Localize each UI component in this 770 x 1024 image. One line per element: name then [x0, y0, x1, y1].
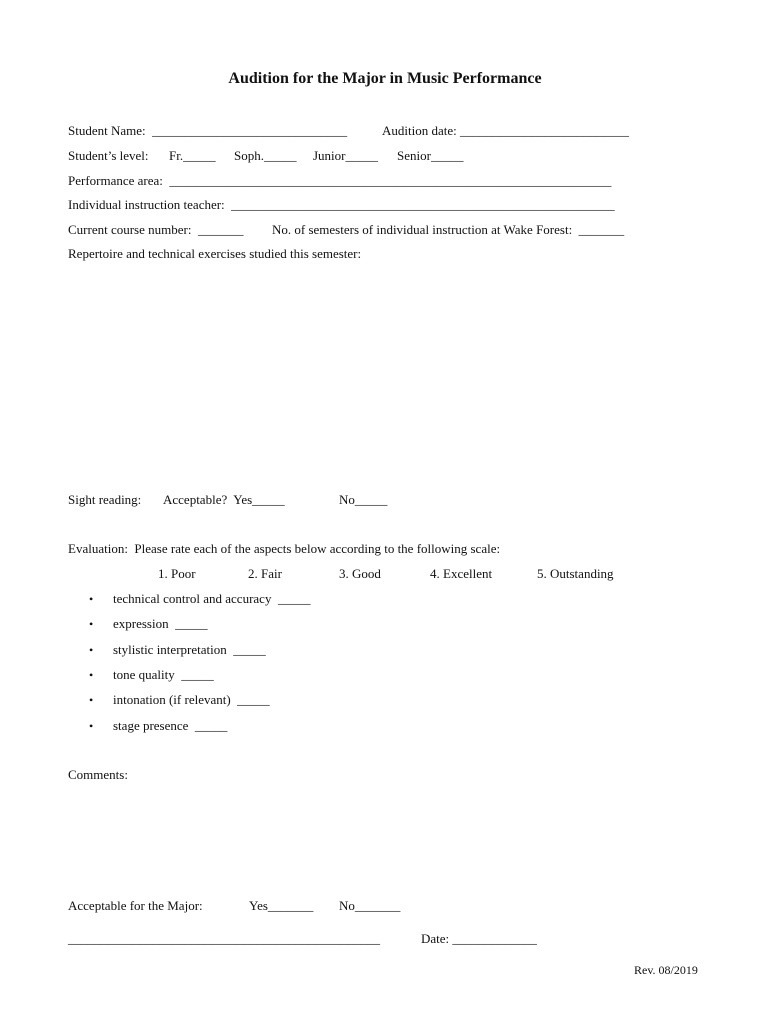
- evaluation-intro: Evaluation: Please rate each of the aspects below according to the following scale:: [68, 541, 501, 556]
- acceptable-major-label: Acceptable for the Major:: [68, 898, 203, 913]
- performance-area-field[interactable]: Performance area: ____________________________________________________________________: [68, 173, 612, 188]
- student-name-field[interactable]: Student Name: ______________________________: [68, 123, 348, 138]
- repertoire-label: Repertoire and technical exercises studied this semester:: [68, 246, 362, 261]
- bullet-icon: •: [89, 719, 94, 733]
- scale-excellent: 4. Excellent: [430, 566, 493, 581]
- acceptable-major-yes-field[interactable]: Yes_______: [249, 898, 314, 913]
- bullet-icon: •: [89, 693, 94, 707]
- signature-line[interactable]: ________________________________________________: [68, 931, 380, 946]
- course-number-field[interactable]: Current course number: _______: [68, 222, 244, 237]
- aspect-expression[interactable]: expression _____: [113, 616, 208, 631]
- sight-reading-no-field[interactable]: No_____: [339, 492, 388, 507]
- sight-reading-yes-field[interactable]: Acceptable? Yes_____: [163, 492, 285, 507]
- level-junior-field[interactable]: Junior_____: [313, 148, 378, 163]
- form-title: Audition for the Major in Music Performance: [228, 70, 542, 87]
- sight-reading-label: Sight reading:: [68, 492, 142, 507]
- revision-note: Rev. 08/2019: [634, 963, 698, 977]
- aspect-intonation[interactable]: intonation (if relevant) _____: [113, 692, 270, 707]
- level-sophomore-field[interactable]: Soph._____: [234, 148, 297, 163]
- scale-outstanding: 5. Outstanding: [537, 566, 614, 581]
- aspect-technical-control[interactable]: technical control and accuracy _____: [113, 591, 311, 606]
- aspect-stage-presence[interactable]: stage presence _____: [113, 718, 228, 733]
- date-field[interactable]: Date: _____________: [421, 931, 537, 946]
- bullet-icon: •: [89, 643, 94, 657]
- semesters-field[interactable]: No. of semesters of individual instruction at Wake Forest: _______: [272, 222, 625, 237]
- acceptable-major-no-field[interactable]: No_______: [339, 898, 401, 913]
- bullet-icon: •: [89, 592, 94, 606]
- audition-date-field[interactable]: Audition date: __________________________: [382, 123, 629, 138]
- instruction-teacher-field[interactable]: Individual instruction teacher: ___________________________________________________________: [68, 197, 615, 212]
- scale-poor: 1. Poor: [158, 566, 196, 581]
- scale-fair: 2. Fair: [248, 566, 282, 581]
- comments-label: Comments:: [68, 767, 128, 782]
- aspect-stylistic-interpretation[interactable]: stylistic interpretation _____: [113, 642, 266, 657]
- level-senior-field[interactable]: Senior_____: [397, 148, 464, 163]
- scale-good: 3. Good: [339, 566, 381, 581]
- bullet-icon: •: [89, 617, 94, 631]
- aspect-tone-quality[interactable]: tone quality _____: [113, 667, 214, 682]
- student-level-label: Student’s level:: [68, 148, 149, 163]
- level-freshman-field[interactable]: Fr._____: [169, 148, 216, 163]
- bullet-icon: •: [89, 668, 94, 682]
